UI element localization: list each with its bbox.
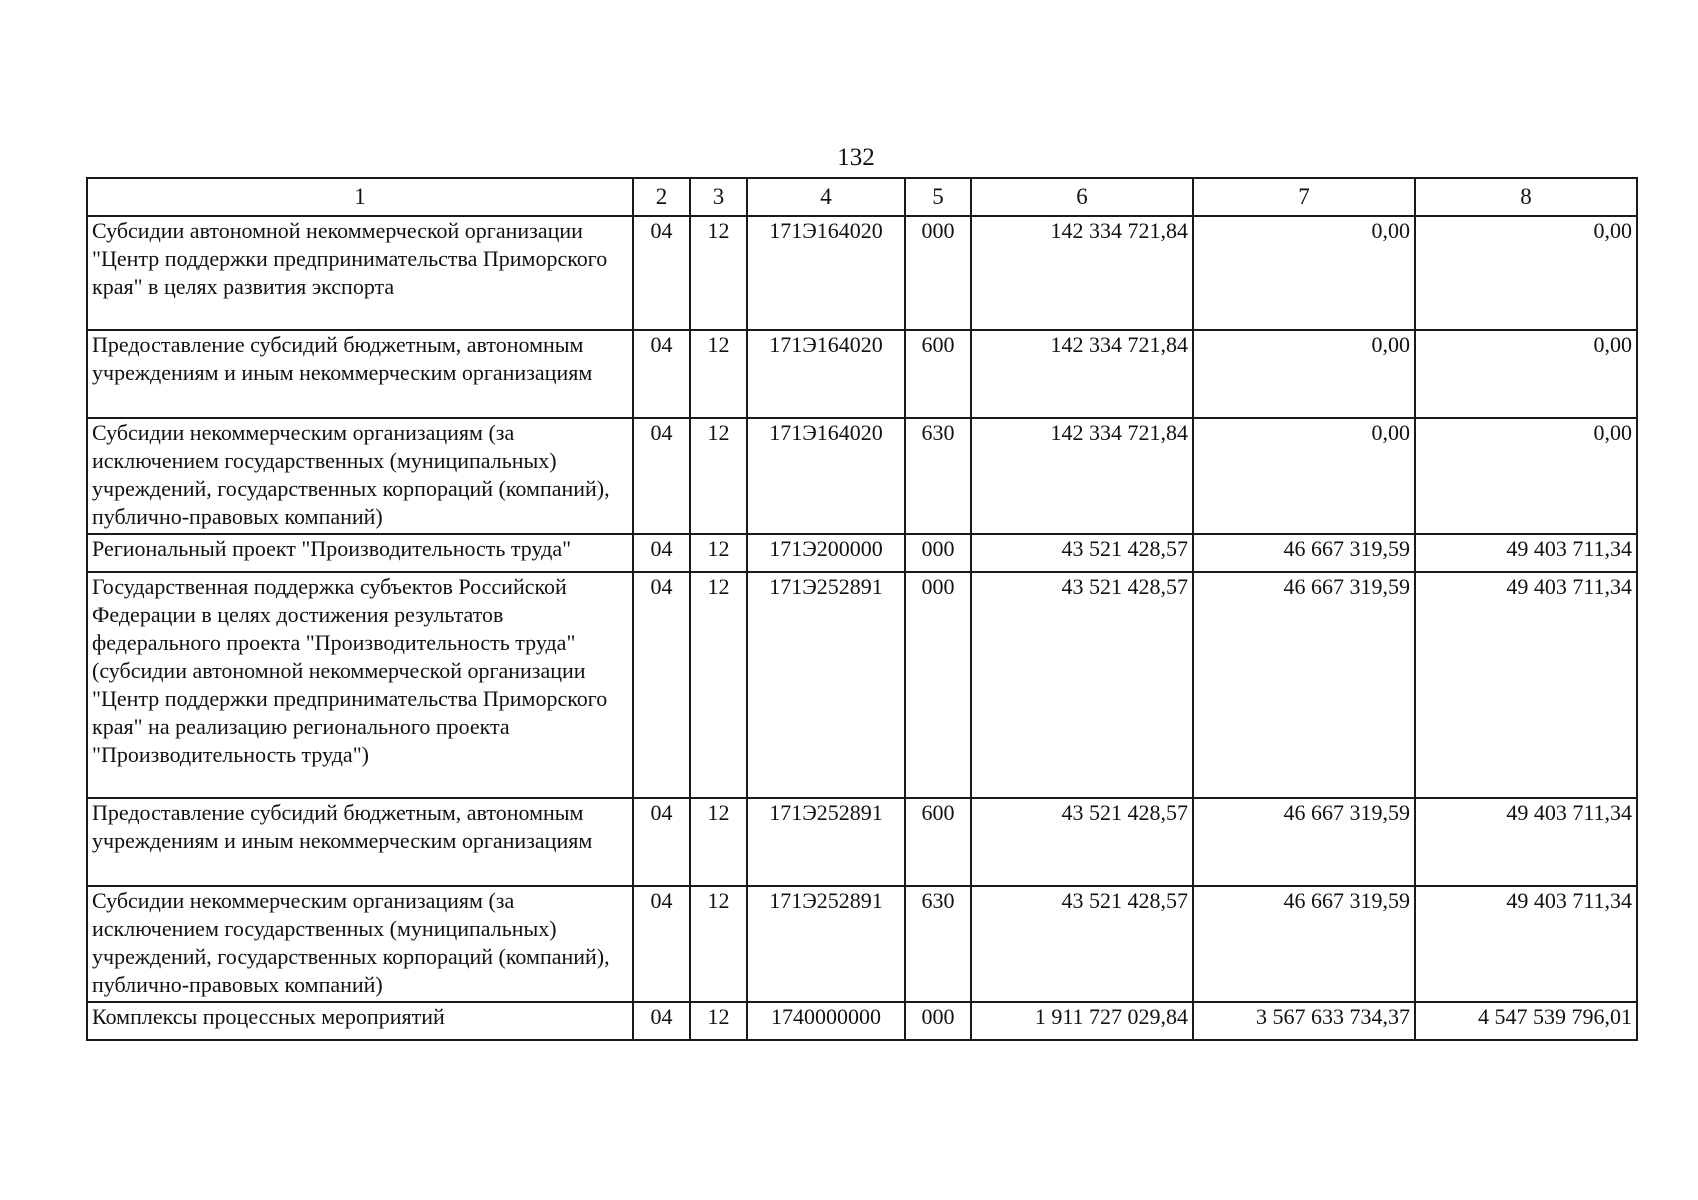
header-row xyxy=(87,178,1637,216)
amount-col6-cell: 43 521 428,57 xyxy=(971,534,1193,572)
expense-type-cell: 000 xyxy=(905,216,971,330)
target-article-cell: 171Э252891 xyxy=(747,572,905,798)
target-article-cell: 171Э200000 xyxy=(747,534,905,572)
expense-type-cell: 600 xyxy=(905,330,971,418)
section-code-cell: 04 xyxy=(633,330,690,418)
section-code-cell: 04 xyxy=(633,534,690,572)
amount-col6-cell: 142 334 721,84 xyxy=(971,330,1193,418)
subsection-code-cell: 12 xyxy=(690,330,747,418)
table-row xyxy=(87,886,1637,1002)
section-code-cell: 04 xyxy=(633,216,690,330)
target-article-cell: 171Э252891 xyxy=(747,798,905,886)
target-article-cell: 171Э252891 xyxy=(747,886,905,1002)
amount-col8-cell: 4 547 539 796,01 xyxy=(1415,1002,1637,1040)
amount-col8-cell: 49 403 711,34 xyxy=(1415,886,1637,1002)
table-row xyxy=(87,534,1637,572)
amount-col8-cell: 49 403 711,34 xyxy=(1415,572,1637,798)
column-header: 1 xyxy=(87,178,633,216)
section-code-cell: 04 xyxy=(633,1002,690,1040)
column-header: 5 xyxy=(905,178,971,216)
row-name-cell: Субсидии некоммерческим организациям (за исключением государственных (муниципальных) учреждений, государственных корпораций (компаний), публично-правовых компаний) xyxy=(87,418,633,534)
section-code-cell: 04 xyxy=(633,886,690,1002)
amount-col6-cell: 43 521 428,57 xyxy=(971,572,1193,798)
amount-col7-cell: 46 667 319,59 xyxy=(1193,798,1415,886)
table-row xyxy=(87,798,1637,886)
amount-col8-cell: 0,00 xyxy=(1415,330,1637,418)
row-name-cell: Предоставление субсидий бюджетным, автономным учреждениям и иным некоммерческим организациям xyxy=(87,330,633,418)
target-article-cell: 1740000000 xyxy=(747,1002,905,1040)
row-name-cell: Региональный проект "Производительность труда" xyxy=(87,534,633,572)
amount-col7-cell: 0,00 xyxy=(1193,330,1415,418)
target-article-cell: 171Э164020 xyxy=(747,216,905,330)
amount-col6-cell: 142 334 721,84 xyxy=(971,216,1193,330)
page-number: 132 xyxy=(837,144,875,171)
expense-type-cell: 630 xyxy=(905,418,971,534)
column-header: 8 xyxy=(1415,178,1637,216)
amount-col8-cell: 49 403 711,34 xyxy=(1415,534,1637,572)
target-article-cell: 171Э164020 xyxy=(747,330,905,418)
expense-type-cell: 000 xyxy=(905,534,971,572)
column-header: 2 xyxy=(633,178,690,216)
amount-col7-cell: 46 667 319,59 xyxy=(1193,534,1415,572)
expense-type-cell: 000 xyxy=(905,1002,971,1040)
table-row xyxy=(87,572,1637,798)
section-code-cell: 04 xyxy=(633,418,690,534)
row-name-cell: Предоставление субсидий бюджетным, автономным учреждениям и иным некоммерческим организациям xyxy=(87,798,633,886)
table-row xyxy=(87,216,1637,330)
amount-col6-cell: 43 521 428,57 xyxy=(971,798,1193,886)
row-name-cell: Государственная поддержка субъектов Российской Федерации в целях достижения результатов федерального проекта "Производительность труда" (субсидии автономной некоммерческой организации "Центр поддержки предпринимательства Приморского края" на реализацию регионального проекта "Производительность труда") xyxy=(87,572,633,798)
row-name-cell: Комплексы процессных мероприятий xyxy=(87,1002,633,1040)
table-row xyxy=(87,1002,1637,1040)
expense-type-cell: 630 xyxy=(905,886,971,1002)
subsection-code-cell: 12 xyxy=(690,418,747,534)
amount-col8-cell: 0,00 xyxy=(1415,418,1637,534)
amount-col7-cell: 0,00 xyxy=(1193,418,1415,534)
subsection-code-cell: 12 xyxy=(690,1002,747,1040)
amount-col7-cell: 3 567 633 734,37 xyxy=(1193,1002,1415,1040)
column-header: 4 xyxy=(747,178,905,216)
subsection-code-cell: 12 xyxy=(690,798,747,886)
target-article-cell: 171Э164020 xyxy=(747,418,905,534)
subsection-code-cell: 12 xyxy=(690,886,747,1002)
subsection-code-cell: 12 xyxy=(690,572,747,798)
subsection-code-cell: 12 xyxy=(690,534,747,572)
column-header: 6 xyxy=(971,178,1193,216)
expense-type-cell: 600 xyxy=(905,798,971,886)
row-name-cell: Субсидии некоммерческим организациям (за исключением государственных (муниципальных) учреждений, государственных корпораций (компаний), публично-правовых компаний) xyxy=(87,886,633,1002)
section-code-cell: 04 xyxy=(633,798,690,886)
amount-col7-cell: 46 667 319,59 xyxy=(1193,886,1415,1002)
expense-type-cell: 000 xyxy=(905,572,971,798)
amount-col7-cell: 0,00 xyxy=(1193,216,1415,330)
column-header: 7 xyxy=(1193,178,1415,216)
row-name-cell: Субсидии автономной некоммерческой организации "Центр поддержки предпринимательства Приморского края" в целях развития экспорта xyxy=(87,216,633,330)
amount-col6-cell: 1 911 727 029,84 xyxy=(971,1002,1193,1040)
section-code-cell: 04 xyxy=(633,572,690,798)
amount-col6-cell: 142 334 721,84 xyxy=(971,418,1193,534)
amount-col8-cell: 0,00 xyxy=(1415,216,1637,330)
subsection-code-cell: 12 xyxy=(690,216,747,330)
amount-col6-cell: 43 521 428,57 xyxy=(971,886,1193,1002)
table-row xyxy=(87,330,1637,418)
column-header: 3 xyxy=(690,178,747,216)
amount-col8-cell: 49 403 711,34 xyxy=(1415,798,1637,886)
budget-table xyxy=(86,177,1638,1041)
table-row xyxy=(87,418,1637,534)
amount-col7-cell: 46 667 319,59 xyxy=(1193,572,1415,798)
